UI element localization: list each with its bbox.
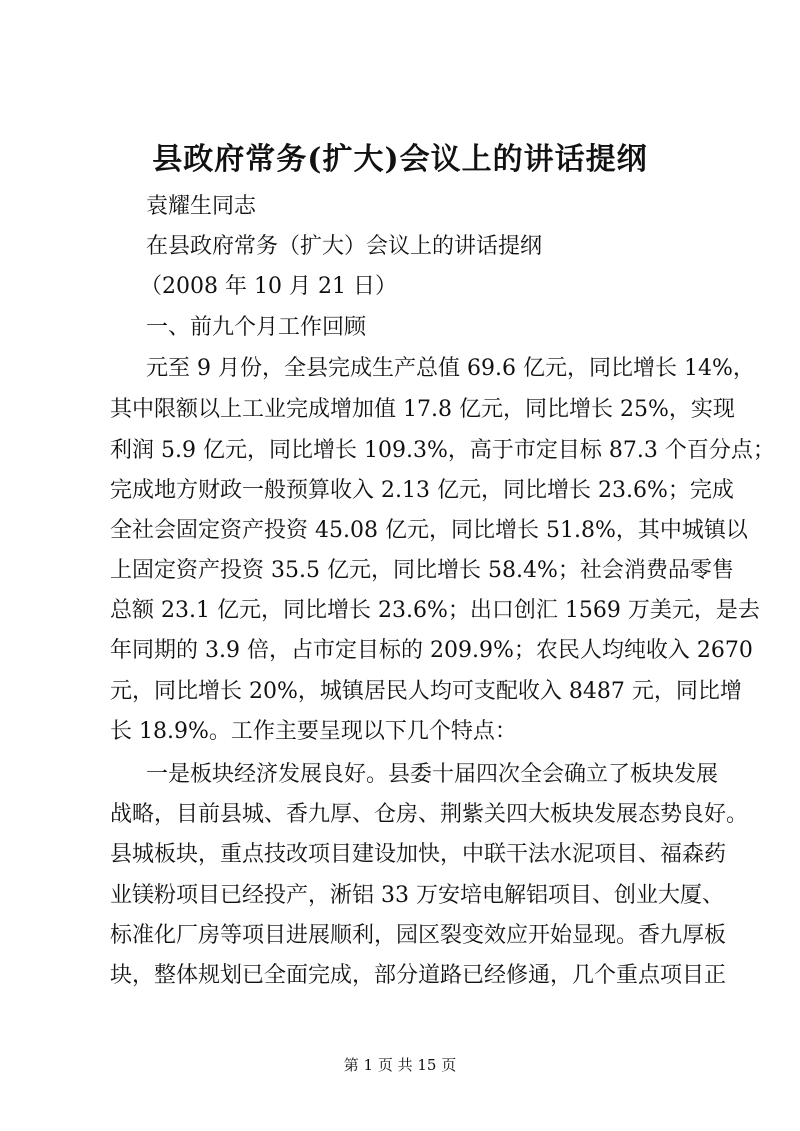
page-number-footer: 第 1 页 共 15 页 [343, 1056, 457, 1074]
section-heading: 一、前九个月工作回顾 [146, 315, 367, 340]
text-line: 一是板块经济发展良好。县委十届四次全会确立了板块发展 [146, 762, 719, 787]
text-line: 块，整体规划已全面完成，部分道路已经修通，几个重点项目正 [110, 963, 727, 988]
text-line: 完成地方财政一般预算收入 2.13 亿元，同比增长 23.6%；完成 [110, 478, 734, 503]
text-line: 年同期的 3.9 倍，占市定目标的 209.9%；农民人均纯收入 2670 [110, 638, 753, 663]
text-line: 元至 9 月份，全县完成生产总值 69.6 亿元，同比增长 14%， [146, 356, 755, 381]
speech-date: （2008 年 10 月 21 日） [140, 274, 397, 299]
document-title: 县政府常务(扩大)会议上的讲话提纲 [152, 142, 648, 177]
text-line: 业镁粉项目已经投产，淅铝 33 万安培电解铝项目、创业大厦、 [110, 883, 724, 908]
text-line: 战略，目前县城、香九厚、仓房、荆紫关四大板块发展态势良好。 [110, 802, 749, 827]
text-line: 利润 5.9 亿元，同比增长 109.3%，高于市定目标 87.3 个百分点； [110, 438, 775, 463]
text-line: 元，同比增长 20%，城镇居民人均可支配收入 8487 元，同比增 [110, 679, 742, 704]
speaker-name: 袁耀生同志 [146, 194, 257, 219]
text-line: 全社会固定资产投资 45.08 亿元，同比增长 51.8%，其中城镇以 [110, 518, 748, 543]
text-line: 长 18.9%。工作主要呈现以下几个特点： [110, 719, 517, 744]
text-line: 县城板块，重点技改项目建设加快，中联干法水泥项目、福森药 [110, 842, 727, 867]
text-line: 标准化厂房等项目进展顺利，园区裂变效应开始显现。香九厚板 [110, 923, 727, 948]
text-line: 其中限额以上工业完成增加值 17.8 亿元，同比增长 25%，实现 [110, 397, 735, 422]
text-line: 总额 23.1 亿元，同比增长 23.6%；出口创汇 1569 万美元，是去 [110, 598, 760, 623]
text-line: 上固定资产投资 35.5 亿元，同比增长 58.4%；社会消费品零售 [110, 558, 734, 583]
speech-subtitle: 在县政府常务（扩大）会议上的讲话提纲 [146, 234, 543, 259]
